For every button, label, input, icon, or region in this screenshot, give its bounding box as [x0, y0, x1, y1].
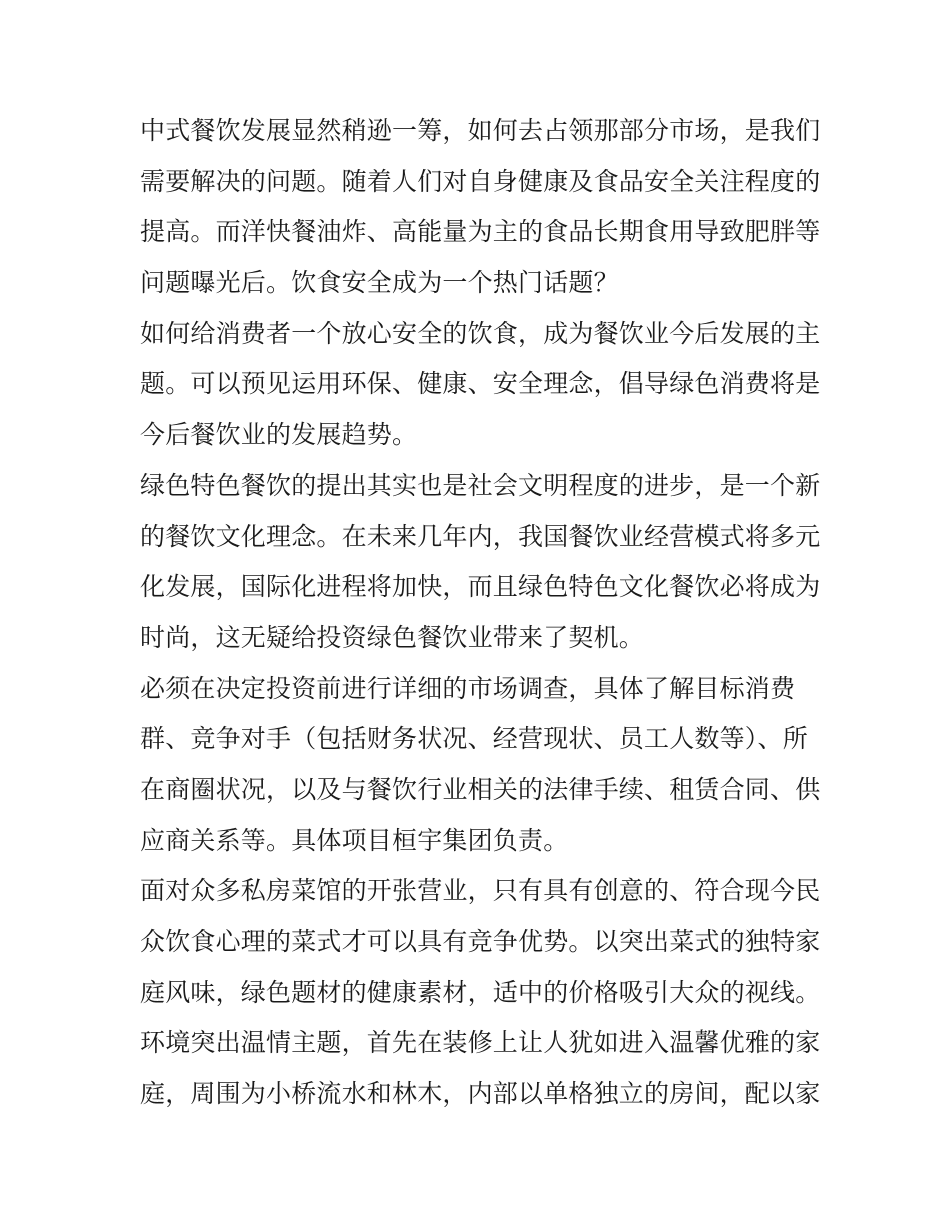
text-line: 庭风味，绿色题材的健康素材，适中的价格吸引大众的视线。	[140, 977, 821, 1007]
text-line: 众饮食心理的菜式才可以具有竞争优势。以突出菜式的独特家	[140, 927, 821, 956]
text-line: 环境突出温情主题，首先在装修上让人犹如进入温馨优雅的家	[140, 1028, 821, 1058]
text-line: 面对众多私房菜馆的开张营业，只有具有创意的、符合现今民	[140, 876, 821, 906]
text-line: 庭，周围为小桥流水和林木，内部以单格独立的房间，配以家	[140, 1079, 821, 1109]
text-line: 题。可以预见运用环保、健康、安全理念，倡导绿色消费将是	[140, 369, 821, 399]
text-line: 如何给消费者一个放心安全的饮食，成为餐饮业今后发展的主	[140, 318, 821, 348]
text-line: 问题曝光后。饮食安全成为一个热门话题？	[140, 268, 619, 298]
text-line: 提高。而洋快餐油炸、高能量为主的食品长期食用导致肥胖等	[140, 217, 821, 247]
text-line: 必须在决定投资前进行详细的市场调查，具体了解目标消费	[140, 673, 796, 703]
text-line: 的餐饮文化理念。在未来几年内，我国餐饮业经营模式将多元	[140, 521, 821, 551]
document-body	[140, 106, 820, 1120]
text-line: 群、竞争对手（包括财务状况、经营现状、员工人数等）、所	[140, 724, 808, 754]
text-line: 需要解决的问题。随着人们对自身健康及食品安全关注程度的	[140, 166, 821, 196]
text-line: 中式餐饮发展显然稍逊一筹，如何去占领那部分市场，是我们	[140, 116, 821, 145]
text-line: 应商关系等。具体项目桓宇集团负责。	[140, 825, 569, 855]
text-line: 绿色特色餐饮的提出其实也是社会文明程度的进步，是一个新	[140, 470, 821, 500]
text-line: 化发展，国际化进程将加快，而且绿色特色文化餐饮必将成为	[140, 572, 821, 602]
text-line: 时尚，这无疑给投资绿色餐饮业带来了契机。	[140, 622, 645, 652]
text-line: 今后餐饮业的发展趋势。	[140, 420, 418, 450]
text-line: 在商圈状况，以及与餐饮行业相关的法律手续、租赁合同、供	[140, 774, 821, 804]
